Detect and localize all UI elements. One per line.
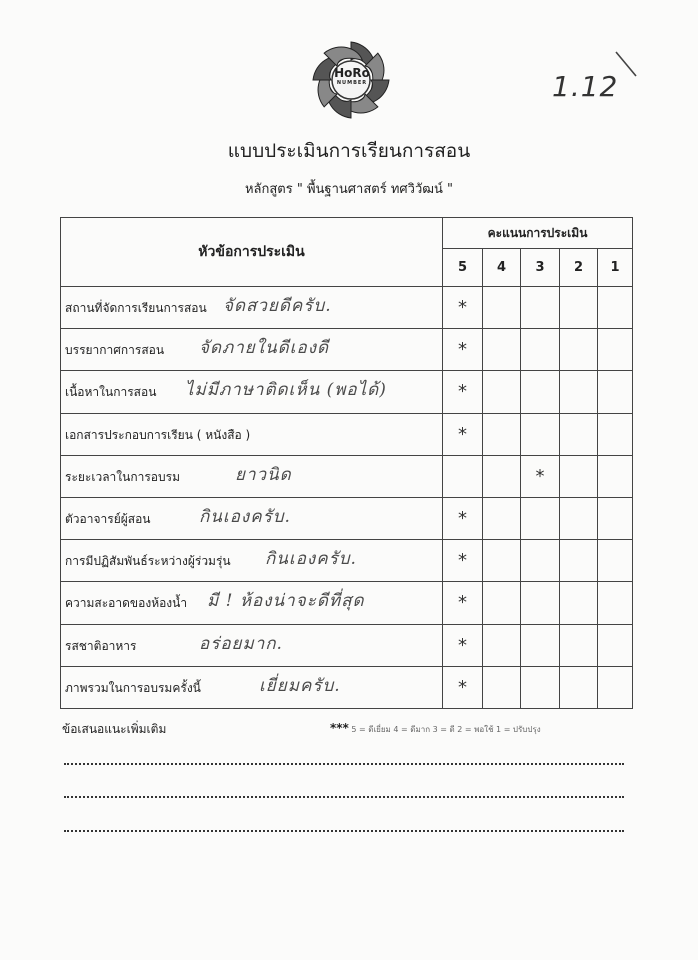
suggestion-line-1[interactable] xyxy=(64,763,624,765)
score-cell-3[interactable] xyxy=(521,624,560,666)
suggestion-label: ข้อเสนอแนะเพิ่มเติม xyxy=(62,722,167,736)
score-legend xyxy=(330,721,541,736)
criterion-cell xyxy=(61,287,443,329)
handwritten-comment: จัดภายในดีเองดี xyxy=(199,338,330,359)
form-title: แบบประเมินการเรียนการสอน xyxy=(227,140,471,162)
score-mark-5[interactable]: * xyxy=(443,666,483,708)
score-cell-1[interactable] xyxy=(598,455,633,497)
topic-header: หัวข้อการประเมิน xyxy=(61,218,443,287)
criterion-label: บรรยากาศการสอน xyxy=(65,343,165,358)
evaluation-table xyxy=(60,217,633,709)
score-cell-1[interactable] xyxy=(598,582,633,624)
score-column-5: 5 xyxy=(443,249,483,287)
score-cell-4[interactable] xyxy=(483,287,521,329)
criterion-cell xyxy=(61,540,443,582)
score-mark-5[interactable]: * xyxy=(443,371,483,413)
score-cell-4[interactable] xyxy=(483,666,521,708)
score-cell-1[interactable] xyxy=(598,287,633,329)
score-mark-5[interactable]: * xyxy=(443,582,483,624)
score-cell-2[interactable] xyxy=(560,582,598,624)
score-cell-1[interactable] xyxy=(598,540,633,582)
tick-mark-icon xyxy=(612,50,640,80)
handwritten-comment: กินเองครับ. xyxy=(199,506,291,527)
criterion-cell xyxy=(61,371,443,413)
score-cell-4[interactable] xyxy=(483,497,521,539)
score-cell-3[interactable] xyxy=(521,497,560,539)
criterion-cell xyxy=(61,582,443,624)
criterion-label: ภาพรวมในการอบรมครั้งนี้ xyxy=(65,680,201,695)
criterion-label: รสชาติอาหาร xyxy=(65,638,137,653)
criterion-label: ตัวอาจารย์ผู้สอน xyxy=(65,511,151,526)
table-row xyxy=(61,371,633,413)
handwritten-comment: อร่อยมาก. xyxy=(199,633,283,654)
score-cell-2[interactable] xyxy=(560,287,598,329)
score-cell-2[interactable] xyxy=(560,666,598,708)
page-number: 1.12 xyxy=(552,70,619,103)
legend-stars: *** xyxy=(330,721,349,735)
logo-wordmark: HoRo xyxy=(334,66,370,80)
score-column-4: 4 xyxy=(483,249,521,287)
score-cell-3[interactable] xyxy=(521,582,560,624)
score-cell-5[interactable] xyxy=(443,455,483,497)
handwritten-comment: ไม่มีภาษาติดเห็น (พอได้) xyxy=(185,380,387,401)
criterion-cell xyxy=(61,666,443,708)
handwritten-comment: เยี่ยมครับ. xyxy=(259,675,341,696)
score-cell-2[interactable] xyxy=(560,371,598,413)
handwritten-comment: จัดสวยดีครับ. xyxy=(223,296,332,316)
score-cell-2[interactable] xyxy=(560,497,598,539)
score-column-3: 3 xyxy=(521,249,560,287)
handwritten-comment: กินเองครับ. xyxy=(265,549,357,570)
score-column-2: 2 xyxy=(560,249,598,287)
score-mark-5[interactable]: * xyxy=(443,497,483,539)
table-row xyxy=(61,497,633,539)
criterion-label: ระยะเวลาในการอบรม xyxy=(65,469,180,484)
table-row xyxy=(61,329,633,371)
legend-text: 5 = ดีเยี่ยม 4 = ดีมาก 3 = ดี 2 = พอใช้ 1 = ปรับปรุง xyxy=(351,725,541,734)
score-cell-1[interactable] xyxy=(598,666,633,708)
criterion-label: เอกสารประกอบการเรียน ( หนังสือ ) xyxy=(65,427,251,442)
handwritten-comment: มี ! ห้องน่าจะดีที่สุด xyxy=(207,591,365,612)
score-cell-4[interactable] xyxy=(483,371,521,413)
score-column-1: 1 xyxy=(598,249,633,287)
criterion-cell xyxy=(61,497,443,539)
table-row xyxy=(61,624,633,666)
score-cell-2[interactable] xyxy=(560,624,598,666)
table-row xyxy=(61,540,633,582)
criterion-label: เนื้อหาในการสอน xyxy=(65,385,157,400)
score-cell-2[interactable] xyxy=(560,540,598,582)
score-mark-3[interactable]: * xyxy=(521,455,560,497)
score-cell-1[interactable] xyxy=(598,497,633,539)
score-cell-2[interactable] xyxy=(560,455,598,497)
logo-subtext: NUMBER xyxy=(336,80,368,86)
score-cell-3[interactable] xyxy=(521,329,560,371)
criterion-cell xyxy=(61,455,443,497)
score-cell-3[interactable] xyxy=(521,413,560,455)
score-cell-4[interactable] xyxy=(483,329,521,371)
score-cell-3[interactable] xyxy=(521,540,560,582)
score-cell-3[interactable] xyxy=(521,371,560,413)
score-cell-4[interactable] xyxy=(483,624,521,666)
criterion-label: ความสะอาดของห้องน้ำ xyxy=(65,596,188,611)
score-mark-5[interactable]: * xyxy=(443,413,483,455)
logo-text xyxy=(326,66,378,92)
criterion-label: สถานที่จัดการเรียนการสอน xyxy=(65,301,207,315)
score-cell-4[interactable] xyxy=(483,455,521,497)
suggestion-line-3[interactable] xyxy=(64,830,624,832)
score-cell-1[interactable] xyxy=(598,413,633,455)
score-mark-5[interactable]: * xyxy=(443,624,483,666)
score-cell-4[interactable] xyxy=(483,413,521,455)
score-cell-3[interactable] xyxy=(521,666,560,708)
criterion-cell xyxy=(61,624,443,666)
score-cell-4[interactable] xyxy=(483,582,521,624)
criterion-cell xyxy=(61,413,443,455)
score-mark-5[interactable]: * xyxy=(443,540,483,582)
score-cell-1[interactable] xyxy=(598,329,633,371)
table-row xyxy=(61,287,633,329)
table-row xyxy=(61,455,633,497)
score-cell-2[interactable] xyxy=(560,329,598,371)
criterion-label: การมีปฏิสัมพันธ์ระหว่างผู้ร่วมรุ่น xyxy=(65,554,231,569)
score-mark-5[interactable]: * xyxy=(443,329,483,371)
table-row xyxy=(61,666,633,708)
score-header: คะแนนการประเมิน xyxy=(443,218,633,249)
criterion-cell xyxy=(61,329,443,371)
course-title: หลักสูตร " พื้นฐานศาสตร์ ทศวิวัฒน์ " xyxy=(244,182,454,197)
table-row xyxy=(61,582,633,624)
score-cell-3[interactable] xyxy=(521,287,560,329)
handwritten-comment: ยาวนิด xyxy=(235,464,292,485)
score-cell-1[interactable] xyxy=(598,624,633,666)
score-mark-5[interactable]: * xyxy=(443,287,483,329)
score-cell-4[interactable] xyxy=(483,540,521,582)
suggestion-line-2[interactable] xyxy=(64,796,624,798)
table-row xyxy=(61,413,633,455)
score-cell-1[interactable] xyxy=(598,371,633,413)
score-cell-2[interactable] xyxy=(560,413,598,455)
